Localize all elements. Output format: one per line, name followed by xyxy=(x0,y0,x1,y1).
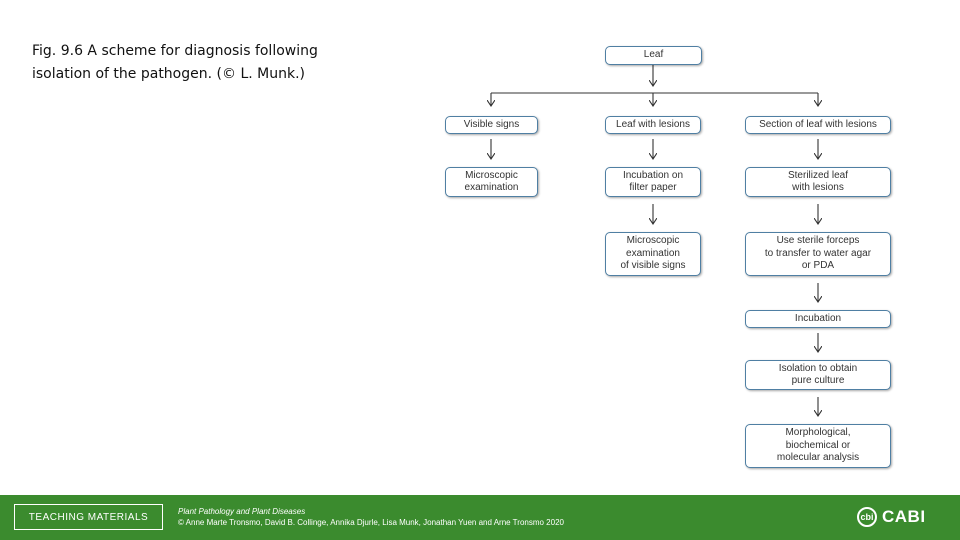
book-title: Plant Pathology and Plant Diseases xyxy=(178,507,306,516)
cabi-logo xyxy=(857,505,926,529)
node-incubation: Incubation xyxy=(745,310,891,328)
cabi-logo-text: CABI xyxy=(882,507,926,526)
teaching-materials-label: TEACHING MATERIALS xyxy=(14,504,163,530)
node-microscopic-examination-visible-signs: Microscopic examination of visible signs xyxy=(605,232,701,276)
footer-credit xyxy=(178,506,564,528)
cabi-logo-icon: cbi xyxy=(857,507,877,527)
node-leaf-with-lesions: Leaf with lesions xyxy=(605,116,701,134)
node-incubation-filter-paper: Incubation on filter paper xyxy=(605,167,701,197)
book-authors: © Anne Marte Tronsmo, David B. Collinge, Annika Djurle, Lisa Munk, Jonathan Yuen and Arne Tronsmo 2020 xyxy=(178,518,564,527)
node-section-leaf-lesions: Section of leaf with lesions xyxy=(745,116,891,134)
caption-credit: (© L. Munk.) xyxy=(212,66,305,82)
node-isolation-pure-culture: Isolation to obtain pure culture xyxy=(745,360,891,390)
node-analysis: Morphological, biochemical or molecular analysis xyxy=(745,424,891,468)
footer-bar xyxy=(0,495,960,540)
node-visible-signs: Visible signs xyxy=(445,116,538,134)
node-sterile-forceps-transfer: Use sterile forceps to transfer to water agar or PDA xyxy=(745,232,891,276)
caption-title: Fig. 9.6 A scheme for diagnosis following isolation of the pathogen. xyxy=(32,43,318,82)
node-sterilized-leaf: Sterilized leaf with lesions xyxy=(745,167,891,197)
node-microscopic-examination: Microscopic examination xyxy=(445,167,538,197)
node-leaf: Leaf xyxy=(605,46,702,65)
